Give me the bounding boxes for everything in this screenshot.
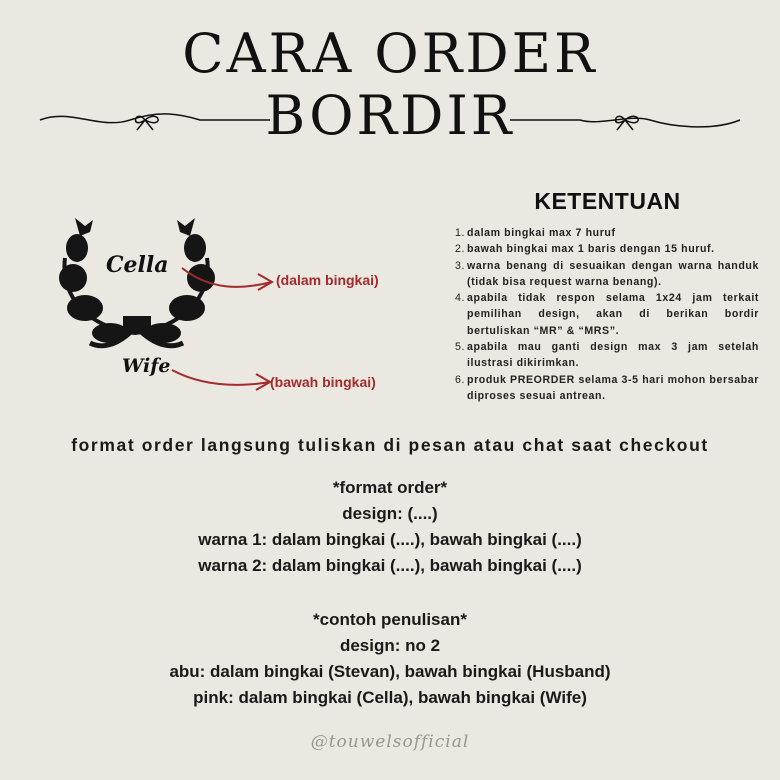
left-ribbon-ornament xyxy=(30,100,280,140)
rule-item xyxy=(455,372,759,405)
arrows xyxy=(170,260,285,400)
rule-item xyxy=(455,241,759,257)
rule-number: 1. xyxy=(455,227,466,239)
title-line-1: CARA ORDER xyxy=(182,22,598,85)
example-line: design: no 2 xyxy=(339,636,441,655)
rule-item xyxy=(455,339,759,372)
example-line: abu: dalam bingkai (Stevan), bawah bingkai (Husband) xyxy=(169,662,611,681)
inside-label: (dalam bingkai) xyxy=(276,272,379,288)
watermark: @touwelsofficial xyxy=(310,732,470,752)
rule-number: 2. xyxy=(455,243,466,256)
format-line: warna 2: dalam bingkai (....), bawah bingkai (....) xyxy=(198,556,582,575)
rule-text: apabila tidak respon selama 1x24 jam terkait pemilihan design, akan di berikan bordir bertuliskan “MR” & “MRS”. xyxy=(467,292,759,337)
instruction-text: format order langsung tuliskan di pesan atau chat saat checkout xyxy=(71,435,709,455)
below-name-sample: Wife xyxy=(122,355,171,377)
inside-name-sample: Cella xyxy=(106,252,169,278)
format-line: warna 1: dalam bingkai (....), bawah bingkai (....) xyxy=(198,530,582,549)
rule-number: 5. xyxy=(455,341,466,354)
rules-heading: KETENTUAN xyxy=(534,188,681,214)
below-label: (bawah bingkai) xyxy=(270,374,376,390)
example-heading: *contoh penulisan* xyxy=(313,610,467,629)
rule-text: produk PREORDER selama 3-5 hari mohon bersabar diproses sesuai antrean. xyxy=(467,373,759,402)
arrow-icon xyxy=(172,370,270,385)
rules-list xyxy=(455,225,759,404)
rule-text: warna benang di sesuaikan dengan warna handuk (tidak bisa request warna benang). xyxy=(467,259,759,288)
right-ribbon-ornament xyxy=(500,100,750,140)
rule-item xyxy=(455,290,759,339)
example-line: pink: dalam bingkai (Cella), bawah bingkai (Wife) xyxy=(193,688,587,707)
format-heading: *format order* xyxy=(332,478,448,497)
rule-text: apabila mau ganti design max 3 jam setelah ilustrasi dikirimkan. xyxy=(467,341,759,370)
rule-item xyxy=(455,225,759,241)
title-line-2: BORDIR xyxy=(265,84,515,147)
rule-number: 3. xyxy=(455,259,466,272)
rule-text: dalam bingkai max 7 huruf xyxy=(467,227,616,239)
arrow-icon xyxy=(182,268,272,287)
rule-item xyxy=(455,258,759,291)
rule-number: 6. xyxy=(455,373,466,386)
rule-number: 4. xyxy=(455,292,466,305)
format-line: design: (....) xyxy=(342,504,438,523)
rule-text: bawah bingkai max 1 baris dengan 15 huruf. xyxy=(467,243,715,256)
